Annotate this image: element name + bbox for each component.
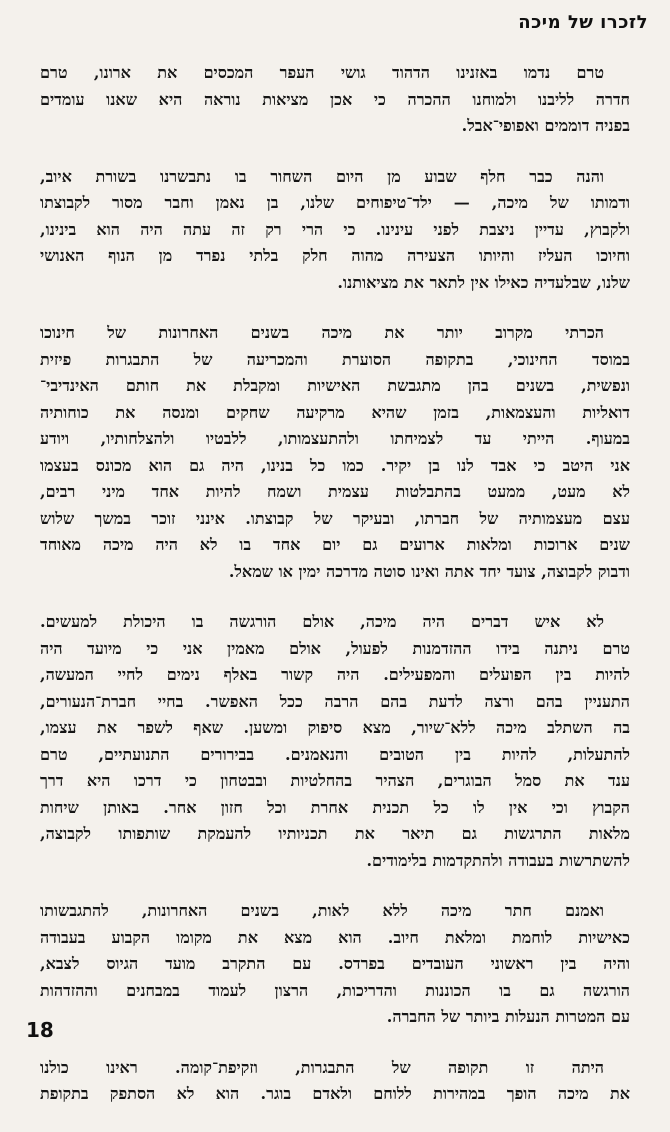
text-line: את מיכה הופך במהירות ללוחם ולאדם בוגר. הוא לא הסתפק בתקופת [40, 1084, 630, 1103]
running-header: לזכרו של מיכה [518, 12, 648, 33]
text-line: לא איש דברים היה מיכה, אולם הורגשה בו היכולת למעשים. [40, 612, 604, 631]
text-line: טרם נדמו באזנינו הדהוד גושי העפר המכסים את ארונו, טרם [40, 63, 604, 82]
text-line: והיה בין ראשוני העובדים בפרדס. עם התקרב מועד הגיוס לצבא, [40, 954, 630, 973]
paragraph-6 [40, 1055, 630, 1108]
text-line: הכרתי מקרוב יותר את מיכה בשנים האחרונות של חינוכו [40, 323, 604, 342]
text-line: שלנו, שבלעדיה כאילו אין לתאר את מציאותנו. [337, 272, 630, 292]
body-text [40, 60, 630, 1132]
text-line: לא מעט, ממעט בהתבלטות עצמית ושמח להיות אחד מיני רבים, [40, 482, 630, 501]
text-line: ודמותו של מיכה, — ילד־טיפוחים שלנו, בן נאמן וחבר מסור לקבוצתו [40, 193, 630, 212]
paragraph-1 [40, 60, 630, 140]
page-number: 18 [26, 1018, 54, 1042]
text-line: במוסד החינוכי, בתקופה הסוערת והמכריעה של התבגרות פיזית [40, 349, 630, 369]
text-line: שנים ארוכות ומלאות ארועים גם יום אחד בו לא היה מיכה מאוחד [40, 535, 630, 554]
text-line: בה השתלב מיכה ללא־שיור, מצא סיפוק ומשען. שאף לשפר את עצמו, [40, 718, 630, 737]
paragraph-5 [40, 898, 630, 1031]
text-line: ודבוק לקבוצה, צועד יחד אתה ואינו סוטה מדרכה ימין או שמאל. [228, 561, 630, 581]
text-line: עם המטרות הנעלות ביותר של החברה. [386, 1007, 630, 1026]
text-line: חדרה לליבנו ולמוחנו ההכרה כי אכן מציאות נוראה היא שאנו עומדים [40, 89, 630, 109]
text-line: מלאות התרגשות גם תיאר את תכניותיו להעמקת שותפותו לקבוצה, [40, 824, 630, 843]
text-line: היתה זו תקופה של התבגרות, וזקיפת־קומה. ראינו כולנו [40, 1057, 604, 1077]
paragraph-3 [40, 320, 630, 585]
text-line: עצם מעצמותיה של חברתו, ובעיקר של קבוצתו. אינני זוכר במשך שלוש [40, 508, 630, 528]
text-line: כאישיות לוחמת ומלאת חיוב. הוא מצא את מקומו הקבוע בעבודה [40, 927, 630, 947]
paragraph-4 [40, 609, 630, 874]
text-line: להתעלות, להיות בין הטובים והנאמנים. בבירורים התנועתיים, טרם [40, 744, 630, 764]
text-line: והנה כבר חלף שבוע מן היום השחור בו נתבשרנו בשורת איוב, [40, 166, 604, 186]
paragraph-2 [40, 164, 630, 297]
text-line: להשתרשות בעבודה ולהתקדמות בלימודים. [366, 850, 630, 870]
text-line: ואמנם חתר מיכה ללא לאות, בשנים האחרונות, להתגבשותו [40, 901, 604, 920]
text-line: טרם ניתנה בידו ההזדמנות לפעול, אולם מאמין אני כי מיועד היה [40, 638, 630, 658]
text-line: בפניה דוממים ואפופי־אבל. [461, 116, 630, 135]
text-line: דואליות והעצמאות, בזמן שהיא מרקיעה שחקים ומנסה את כוחותיה [40, 402, 630, 422]
text-line: הורגשה גם בו הכוננות והדריכות, הרצון לעמוד במבחנים וההזדהות [40, 980, 630, 1000]
text-line: הקבוץ וכי אין לו כל תכנית אחרת וכל חזון אחר. באותן שיחות [40, 797, 630, 817]
text-line: אני היטב כי אבד לנו בן יקיר. כמו כל בנינו, היה גם הוא מכונס בעצמו [40, 455, 630, 475]
text-line: להיות בין הפועלים והמפעילים. היה קשור באלף נימים לחיי המעשה, [40, 665, 630, 684]
text-line: ולקבוץ, עדיין ניצבת לפני עינינו. כי הרי רק זה עתה היה הוא בינינו, [40, 219, 630, 239]
text-line: וחיוכו העליז והיותו הצעירה מהוה חלק בלתי נפרד מן הנוף האנושי [40, 246, 630, 265]
text-line: במעוף. הייתי עד לצמיחתו ולהתעצמותו, ללבטיו ולהצלחותיו, ויודע [40, 429, 630, 448]
text-line: ענד את סמל הבוגרים, הצהיר בהחלטיות ובבטחון כי דרכו היא דרך [40, 771, 630, 790]
text-line: ונפשית, בשנים בהן מתגבשת האישיות ומקבלת את חותם האינדיבי־ [40, 376, 630, 395]
text-line: התעניין בהם ורצה לדעת בהם הרבה ככל האפשר. בחיי חברת־הנעורים, [40, 691, 631, 711]
